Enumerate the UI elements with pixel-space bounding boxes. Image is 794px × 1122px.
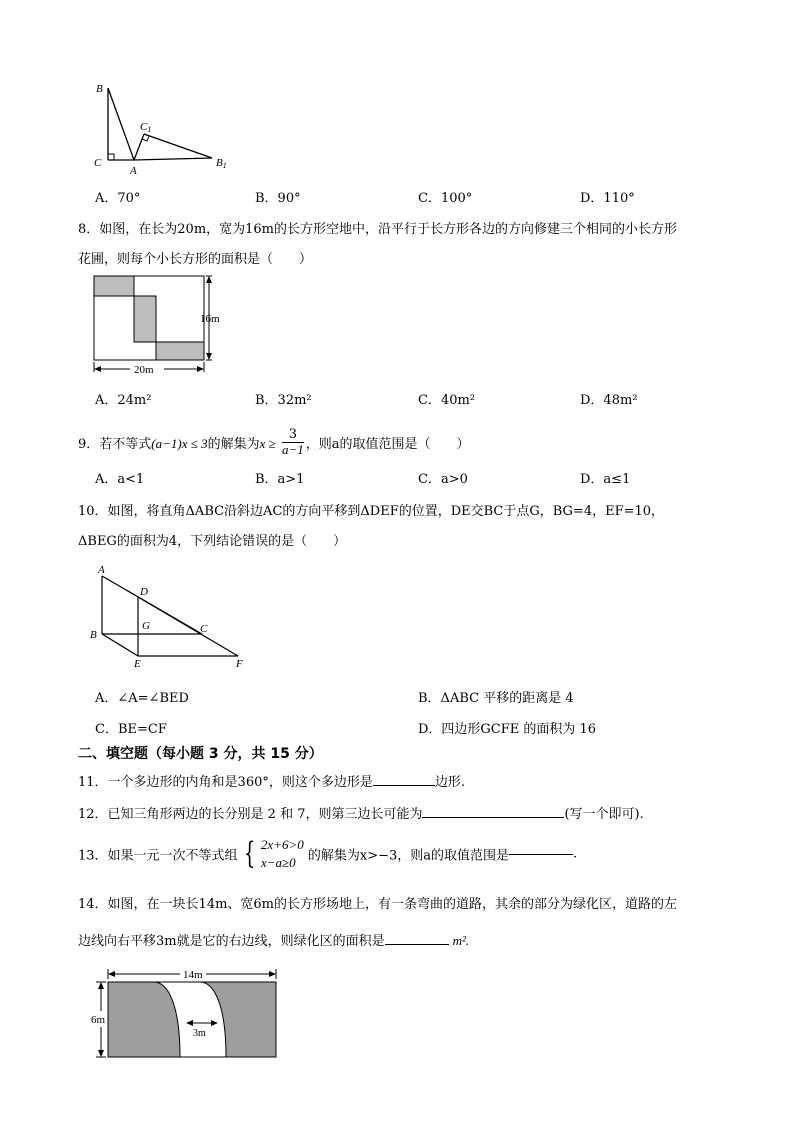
q8-stem-line1: 8．如图，在长为20m，宽为16m的长方形空地中，沿平行于长方形各边的方向修建三个相同的小长方形 <box>78 222 678 237</box>
q7-option-c: C．100° <box>418 191 473 206</box>
q10-label-e: E <box>134 658 141 670</box>
q14-figure <box>88 965 283 1065</box>
q9-option-a: A．a<1 <box>95 472 145 487</box>
q13-system-brace: { <box>243 836 255 871</box>
q7-label-a: A <box>130 165 137 177</box>
q10-stem-line2: ΔBEG的面积为4，下列结论错误的是（ ） <box>78 534 347 549</box>
q13-stem: 13．如果一元一次不等式组 { 2x+6>0 x−a≥0 的解集为x>−3，则a的取值范围是 . <box>78 836 578 871</box>
svg-text:C1: C1 <box>140 121 152 134</box>
q7-label-c1: C <box>140 121 148 133</box>
q14-stem-line2: 边线向右平移3m就是它的右边线，则绿化区的面积是 m². <box>78 933 470 949</box>
q10-option-c: C．BE=CF <box>95 722 167 737</box>
q14-height-label: 6m <box>91 1014 106 1026</box>
q7-label-c: C <box>94 157 102 169</box>
q12-answer-blank[interactable] <box>422 817 564 818</box>
q10-option-a: A．∠A=∠BED <box>95 691 189 706</box>
q8-stem-line2: 花圃，则每个小长方形的面积是（ ） <box>78 252 313 267</box>
q10-label-g: G <box>142 620 150 632</box>
q11-answer-blank[interactable] <box>373 785 435 786</box>
q7-option-b: B．90° <box>255 191 301 206</box>
q9-option-b: B．a>1 <box>255 472 305 487</box>
q7-option-a: A．70° <box>95 191 141 206</box>
q11-stem: 11．一个多边形的内角和是360°，则这个多边形是 边形. <box>78 775 465 790</box>
q12-stem: 12．已知三角形两边的长分别是 2 和 7，则第三边长可能为 (写一个即可). <box>78 807 644 822</box>
q8-option-d: D．48m² <box>580 393 638 408</box>
q10-option-d: D．四边形GCFE 的面积为 16 <box>418 722 597 737</box>
q8-height-label: 16m <box>200 313 220 325</box>
q9-option-c: C．a>0 <box>418 472 468 487</box>
q10-label-c: C <box>200 623 208 635</box>
q7-label-b1: B <box>216 157 223 169</box>
svg-text:B1: B1 <box>216 157 227 170</box>
q10-label-f: F <box>236 658 243 670</box>
q9-fraction: $\frac{3}{a-1}$ <box>281 427 304 457</box>
q13-system: 2x+6>0 x−a≥0 <box>260 837 304 870</box>
q9-stem: 9．若不等式(a−1)x ≤ 3的解集为x ≥ $\frac{3}{a-1}$ ，则a的取值范围是（ ） <box>78 427 470 457</box>
q14-answer-blank[interactable] <box>385 944 449 945</box>
q7-option-d: D．110° <box>580 191 635 206</box>
q13-answer-blank[interactable] <box>509 854 573 855</box>
q10-figure <box>88 562 256 672</box>
q7-label-b: B <box>96 83 103 95</box>
q9-option-d: D．a≤1 <box>580 472 631 487</box>
q14-road-label: 3m <box>193 1028 206 1039</box>
q7-figure <box>90 78 240 178</box>
q8-option-a: A．24m² <box>95 393 152 408</box>
q8-figure <box>88 272 238 380</box>
section-title-fill-in: 二、填空题（每小题 3 分，共 15 分） <box>78 746 323 762</box>
q8-width-label: 20m <box>134 364 154 376</box>
q10-stem-line1: 10．如图，将直角ΔABC沿斜边AC的方向平移到ΔDEF的位置，DE交BC于点G，BG=4，EF=10， <box>78 504 665 519</box>
q8-option-c: C．40m² <box>418 393 476 408</box>
q9-inequality: (a−1)x ≤ 3 <box>151 436 208 451</box>
q10-label-d: D <box>140 586 148 598</box>
q10-label-a: A <box>98 564 105 576</box>
q10-label-b: B <box>90 629 97 641</box>
q14-width-label: 14m <box>183 969 203 981</box>
q8-option-b: B．32m² <box>255 393 312 408</box>
q14-stem-line1: 14．如图，在一块长14m、宽6m的长方形场地上，有一条弯曲的道路，其余的部分为绿化区，道路的左 <box>78 897 678 912</box>
q10-option-b: B．ΔABC 平移的距离是 4 <box>418 691 574 706</box>
